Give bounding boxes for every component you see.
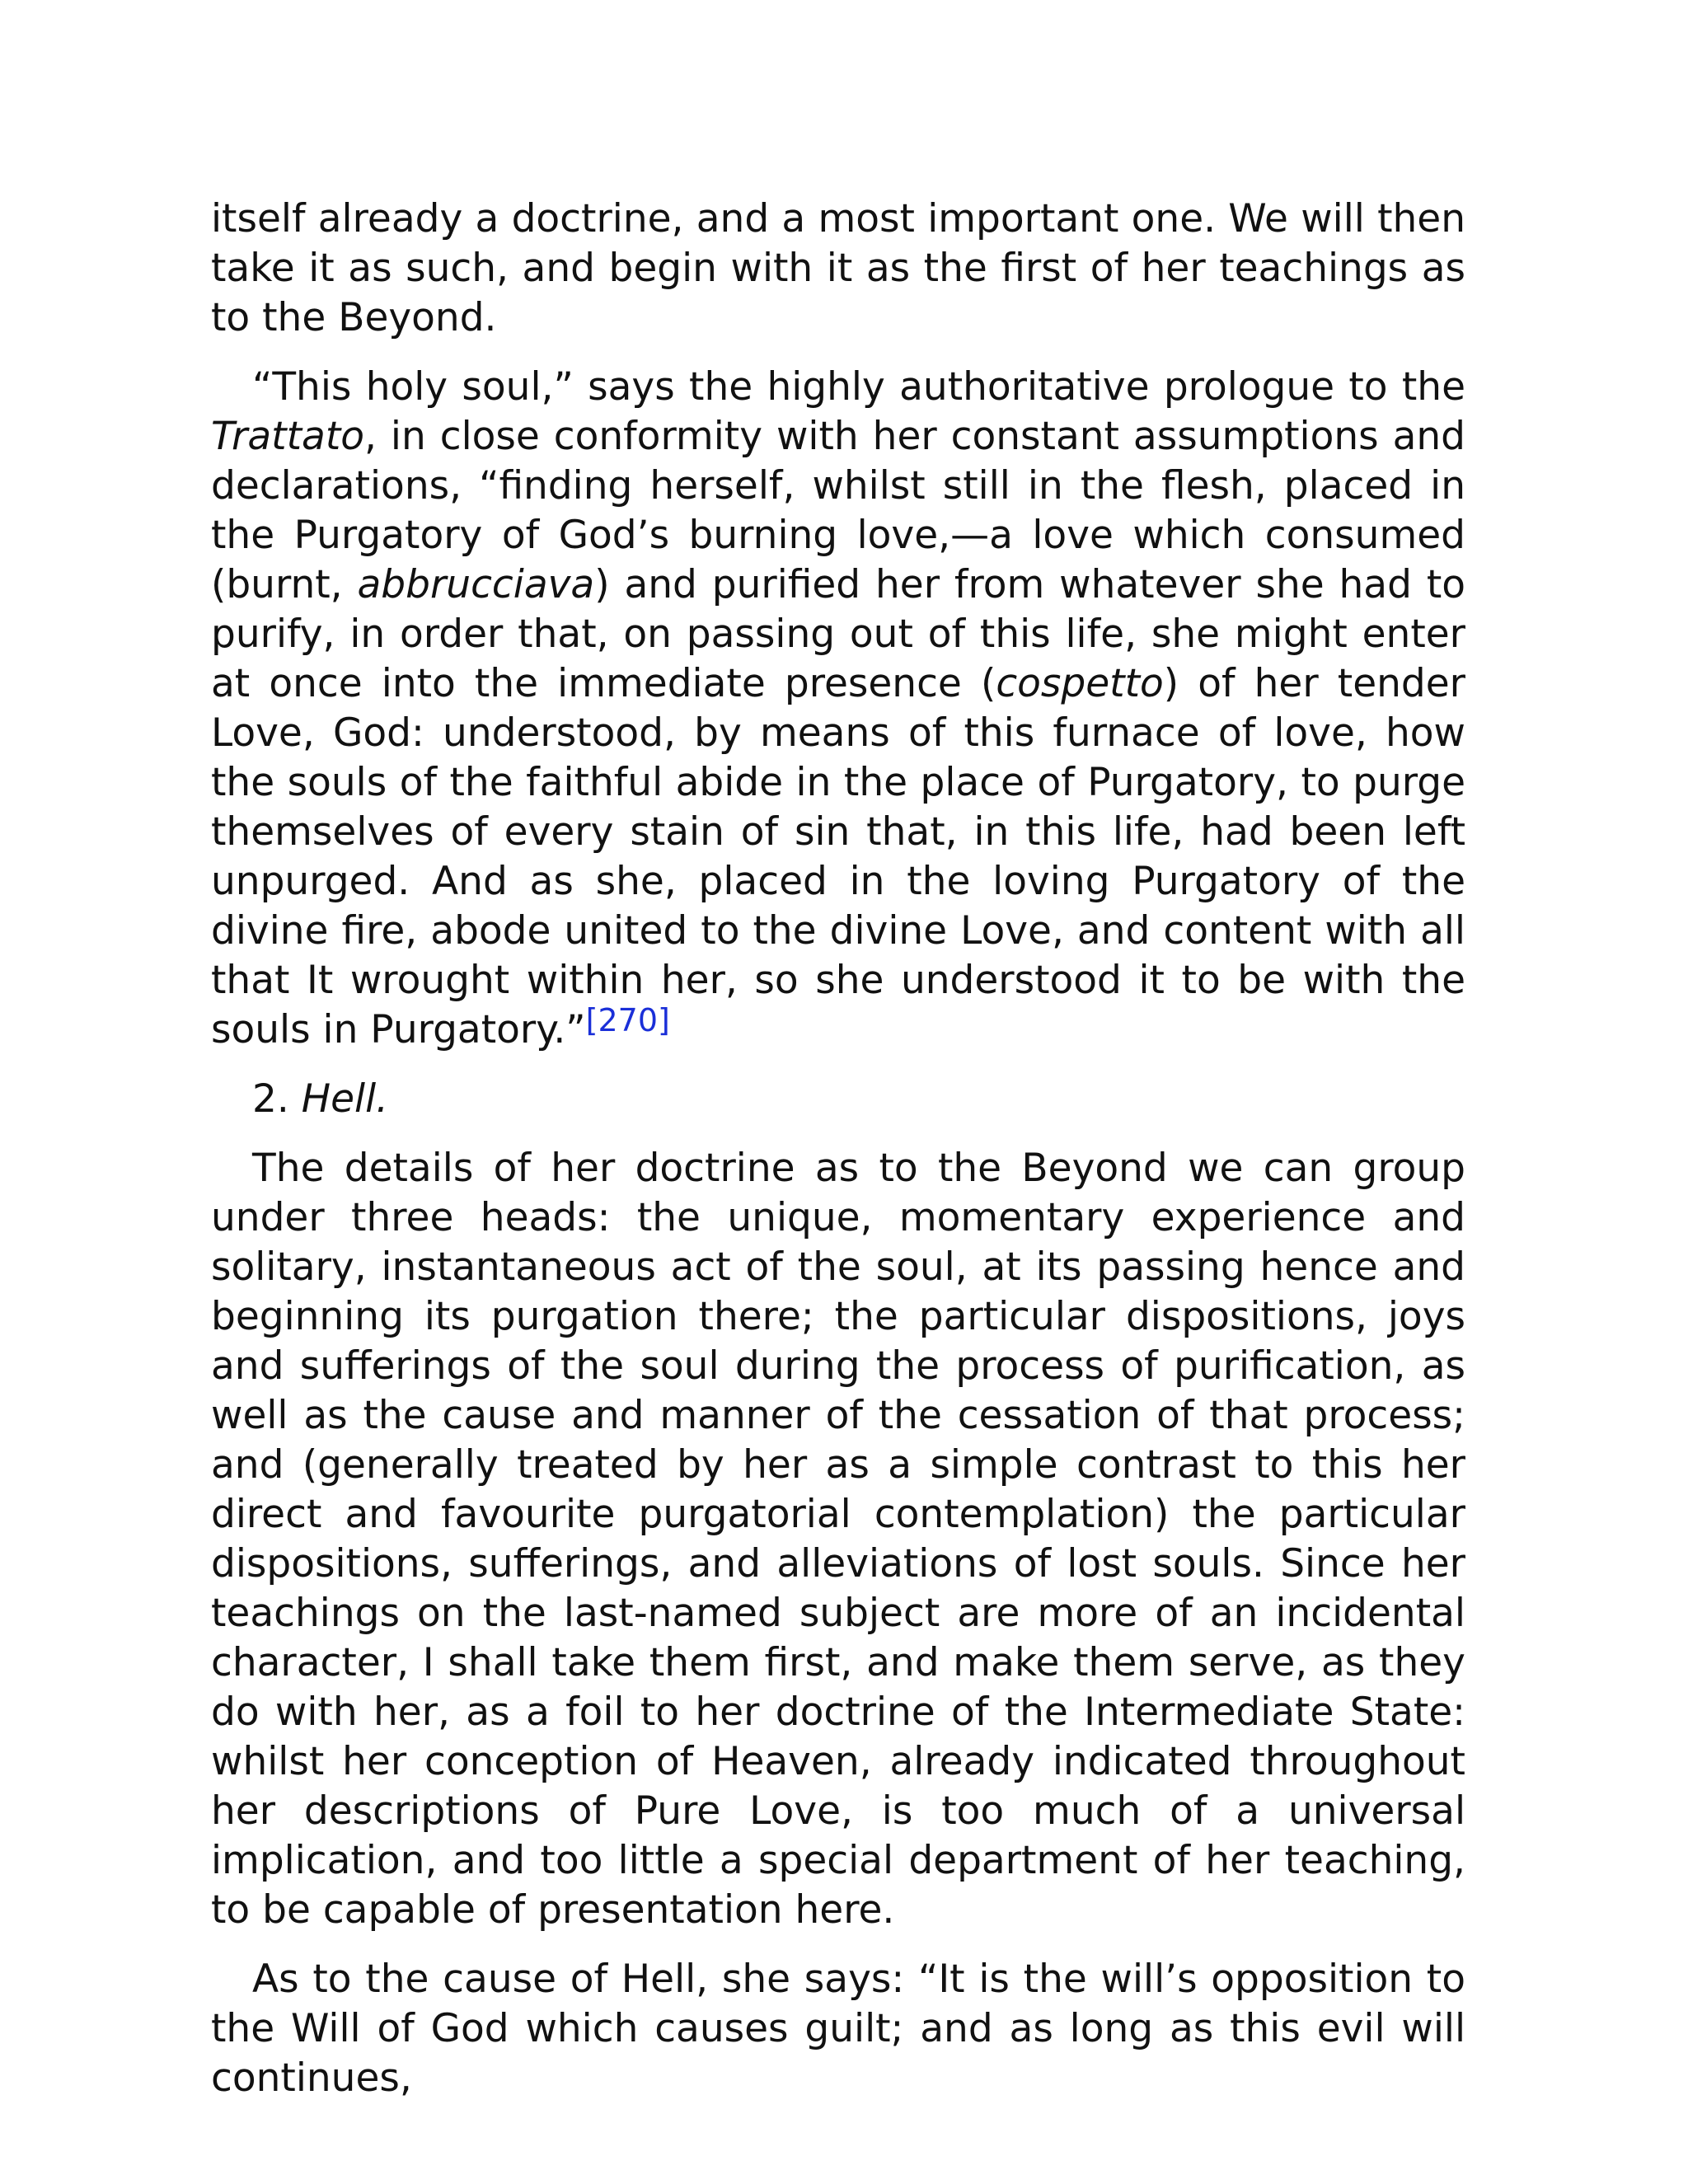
paragraph-3-text: The details of her doctrine as to the Beyond we can group under three heads: the unique, momentary experience and solitary, instantaneous act of the soul, at its passing hence and beginning its purgation there; the particular dispositions, joys and sufferings of the soul during the process of purification, as well as the cause and manner of the cessation of that process; and (generally treated by her as a simple contrast to this her direct and favourite purgatorial contemplation) the particular dispositions, sufferings, and alleviations of lost souls. Since her teachings on the last-named subject are more of an incidental character, I shall take them first, and make them serve, as they do with her, as a foil to her doctrine of the Intermediate State: whilst her conception of Heaven, already indicated throughout her descriptions of Pure Love, is too much of a universal implication, and too little a special department of her teaching, to be capable of presentation here. — [211, 1146, 1465, 1933]
paragraph-cause-of-hell — [211, 1955, 1465, 2103]
book-page — [211, 194, 1465, 2123]
paragraph-doctrine-details — [211, 1144, 1465, 1935]
paragraph-continuation — [211, 194, 1465, 343]
paragraph-1-text: itself already a doctrine, and a most important one. We will then take it as such, and begin with it as the first of her teachings as to the Beyond. — [211, 196, 1465, 340]
prologue-text-4: ) of her tender Love, God: understood, by means of this furnace of love, how the souls of the faithful abide in the place of Purgatory, to purge themselves of every stain of sin that, in this life, had been left unpurged. And as she, placed in the loving Purgatory of the divine fire, abode united to the divine Love, and content with all that It wrought within her, so she understood it to be with the souls in Purgatory.” — [211, 661, 1465, 1052]
section-title: Hell. — [301, 1076, 389, 1122]
prologue-text-2: , in close conformity with her constant assumptions and declarations, “finding herself, whilst still in the flesh, placed in the Purgatory of God’s burning love,—a love which consumed (burnt, — [211, 414, 1465, 607]
italic-cospetto: cospetto — [996, 661, 1164, 706]
paragraph-4-text: As to the cause of Hell, she says: “It is the will’s opposition to the Will of God which causes guilt; and as long as this evil will continues, — [211, 1957, 1465, 2101]
footnote-link-270[interactable]: [270] — [585, 1002, 670, 1038]
italic-trattato: Trattato — [211, 414, 365, 459]
prologue-text-1: “This holy soul,” says the highly authoritative prologue to the — [252, 364, 1465, 410]
italic-abbrucciava: abbrucciava — [357, 562, 595, 607]
paragraph-prologue-quote — [211, 363, 1465, 1055]
prologue-text-3: ) and purified her from whatever she had to purify, in order that, on passing out of this life, she might enter at once into the immediate presence ( — [211, 562, 1466, 706]
section-heading-hell — [211, 1075, 1465, 1124]
section-number: 2. — [252, 1076, 302, 1122]
